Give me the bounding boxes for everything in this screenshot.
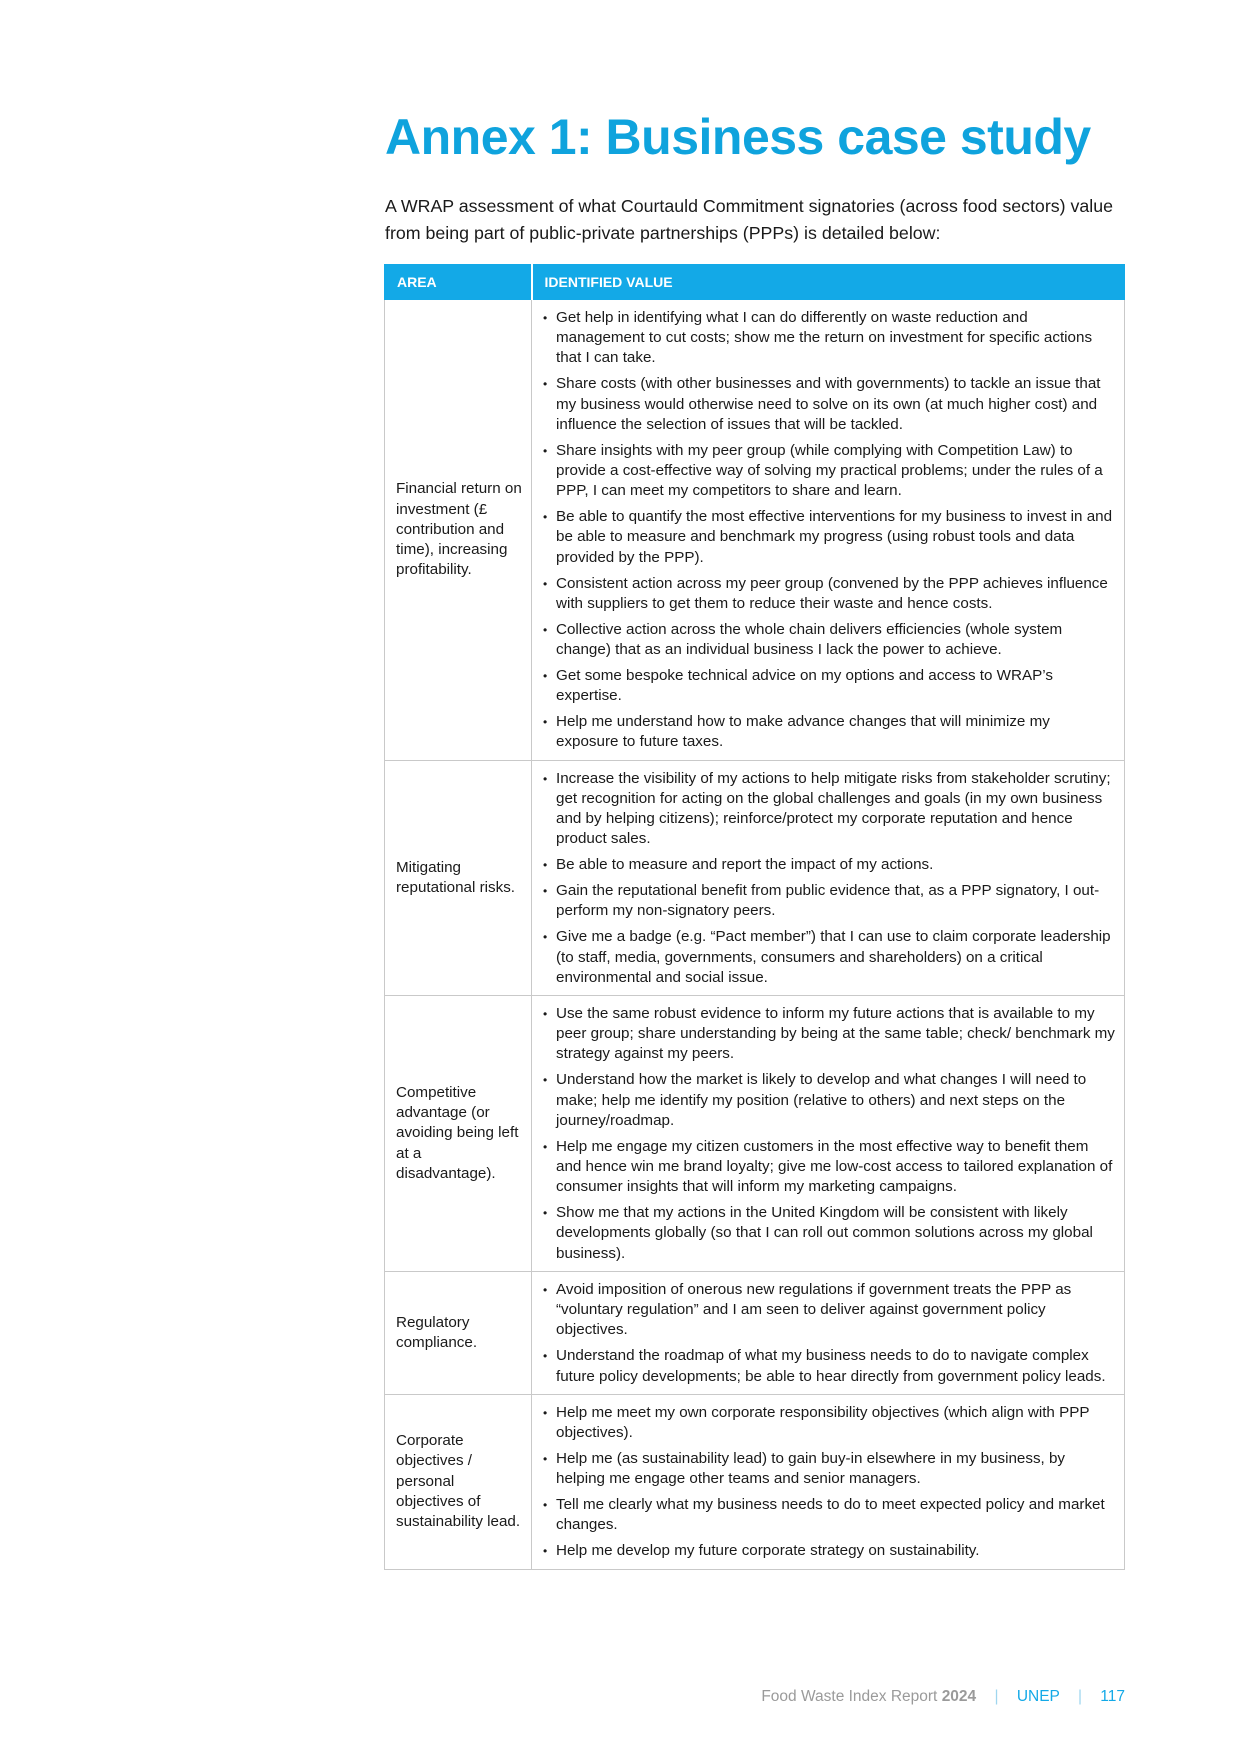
table-row	[385, 1271, 1125, 1394]
list-item: • Show me that my actions in the United Kingdom will be consistent with likely developments globally (so that I can roll out common solutions across my global business).	[542, 1203, 1116, 1264]
list-item: • Understand the roadmap of what my business needs to do to navigate complex future policy developments; be able to hear directly from government policy leads.	[542, 1346, 1116, 1386]
list-item: • Give me a badge (e.g. “Pact member”) that I can use to claim corporate leadership (to staff, media, governments, consumers and shareholders) on a critical environmental and social issue.	[542, 927, 1116, 988]
list-item: • Help me develop my future corporate strategy on sustainability.	[542, 1541, 1116, 1561]
list-item: • Tell me clearly what my business needs to do to meet expected policy and market changes.	[542, 1495, 1116, 1535]
list-item: • Get some bespoke technical advice on my options and access to WRAP’s expertise.	[542, 666, 1116, 706]
area-cell: Mitigating reputational risks.	[385, 760, 532, 995]
value-list	[542, 1004, 1116, 1264]
page-footer	[761, 1688, 1125, 1706]
area-cell: Regulatory compliance.	[385, 1271, 532, 1394]
list-item: • Use the same robust evidence to inform my future actions that is available to my peer group; share understanding by being at the same table; check/ benchmark my strategy against my peers.	[542, 1004, 1116, 1065]
table-row	[385, 1394, 1125, 1569]
values-cell	[532, 760, 1125, 995]
area-cell: Corporate objectives / personal objectives of sustainability lead.	[385, 1394, 532, 1569]
values-cell	[532, 996, 1125, 1272]
list-item: • Be able to quantify the most effective interventions for my business to invest in and be able to measure and benchmark my progress (using robust tools and data provided by the PPP).	[542, 507, 1116, 568]
list-item: • Help me understand how to make advance changes that will minimize my exposure to future taxes.	[542, 712, 1116, 752]
list-item: • Understand how the market is likely to develop and what changes I will need to make; help me identify my position (relative to others) and next steps on the journey/roadmap.	[542, 1070, 1116, 1131]
header-identified-value: IDENTIFIED VALUE	[532, 265, 1125, 300]
list-item: • Help me meet my own corporate responsibility objectives (which align with PPP objectives).	[542, 1403, 1116, 1443]
list-item: • Be able to measure and report the impact of my actions.	[542, 855, 1116, 875]
area-cell: Competitive advantage (or avoiding being left at a disadvantage).	[385, 996, 532, 1272]
list-item: • Consistent action across my peer group (convened by the PPP achieves influence with suppliers to get them to reduce their waste and hence costs.	[542, 574, 1116, 614]
footer-report-title: Food Waste Index Report	[761, 1688, 938, 1705]
business-case-table	[384, 264, 1125, 1570]
footer-separator: |	[994, 1688, 999, 1705]
intro-paragraph: A WRAP assessment of what Courtauld Commitment signatories (across food sectors) value from being part of public-private partnerships (PPPs) is detailed below:	[385, 196, 1114, 243]
list-item: • Gain the reputational benefit from public evidence that, as a PPP signatory, I out-perform my non-signatory peers.	[542, 881, 1116, 921]
values-cell	[532, 1271, 1125, 1394]
list-item: • Share insights with my peer group (while complying with Competition Law) to provide a cost-effective way of solving my practical problems; under the rules of a PPP, I can meet my competitors to share and learn.	[542, 441, 1116, 502]
page-title: Annex 1: Business case study	[385, 109, 1091, 165]
table-row	[385, 996, 1125, 1272]
list-item: • Increase the visibility of my actions to help mitigate risks from stakeholder scrutiny; get recognition for acting on the global challenges and goals (in my own business and by helping citizens); reinforce/protect my corporate reputation and hence product sales.	[542, 769, 1116, 850]
area-cell: Financial return on investment (£ contribution and time), increasing profitability.	[385, 300, 532, 761]
list-item: • Collective action across the whole chain delivers efficiencies (whole system change) that as an individual business I lack the power to achieve.	[542, 620, 1116, 660]
table-row	[385, 760, 1125, 995]
values-cell	[532, 300, 1125, 761]
table-row	[385, 300, 1125, 761]
footer-org: UNEP	[1016, 1688, 1060, 1705]
page-number: 117	[1100, 1688, 1125, 1705]
footer-year: 2024	[941, 1688, 977, 1705]
footer-separator: |	[1077, 1688, 1082, 1705]
value-list	[542, 1280, 1116, 1387]
header-area: AREA	[385, 265, 532, 300]
value-list	[542, 1403, 1116, 1562]
list-item: • Get help in identifying what I can do differently on waste reduction and management to cut costs; show me the return on investment for specific actions that I can take.	[542, 308, 1116, 369]
value-list	[542, 308, 1116, 753]
table-header-row	[385, 265, 1125, 300]
list-item: • Help me (as sustainability lead) to gain buy-in elsewhere in my business, by helping me engage other teams and senior managers.	[542, 1449, 1116, 1489]
values-cell	[532, 1394, 1125, 1569]
list-item: • Help me engage my citizen customers in the most effective way to benefit them and hence win me brand loyalty; give me low-cost access to tailored explanation of consumer insights that will inform my marketing campaigns.	[542, 1137, 1116, 1198]
list-item: • Share costs (with other businesses and with governments) to tackle an issue that my business would otherwise need to solve on its own (at much higher cost) and influence the selection of issues that will be tackled.	[542, 374, 1116, 435]
value-list	[542, 769, 1116, 988]
list-item: • Avoid imposition of onerous new regulations if government treats the PPP as “voluntary regulation” and I am seen to deliver against government policy objectives.	[542, 1280, 1116, 1341]
